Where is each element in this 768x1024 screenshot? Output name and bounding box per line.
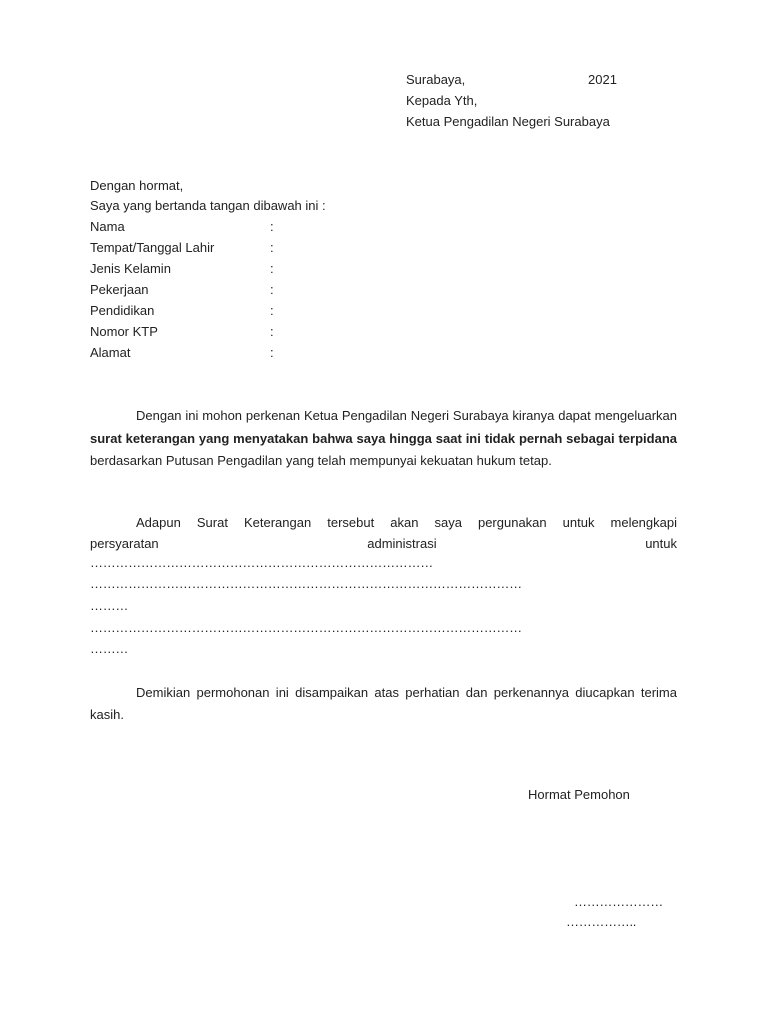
request-text-end: berdasarkan Putusan Pengadilan yang telah mempunyai kekuatan hukum tetap.	[90, 453, 552, 468]
greeting: Dengan hormat,	[90, 178, 184, 193]
request-text-bold: surat keterangan yang menyatakan bahwa saya hingga saat ini tidak pernah sebagai terpidana	[90, 430, 677, 446]
field-label: Pekerjaan	[90, 282, 149, 297]
intro-line: Saya yang bertanda tangan dibawah ini :	[90, 198, 326, 213]
dotted-line-1: ………………………………………………………………………	[90, 555, 433, 570]
request-text-start: Dengan ini mohon perkenan Ketua Pengadilan Negeri Surabaya kiranya dapat mengeluarkan	[136, 408, 677, 423]
field-label: Tempat/Tanggal Lahir	[90, 240, 215, 255]
signature-line-2: ……………..	[566, 914, 637, 929]
purpose-line-1: Adapun Surat Keterangan tersebut akan saya pergunakan untuk melengkapi	[136, 515, 677, 530]
field-label: Jenis Kelamin	[90, 261, 171, 276]
field-label: Alamat	[90, 345, 131, 360]
dotted-line-2-end: ………	[90, 598, 129, 613]
field-label: Nomor KTP	[90, 324, 158, 339]
header-city: Surabaya,	[406, 72, 466, 87]
field-colon: :	[270, 261, 274, 276]
closing-paragraph: Demikian permohonan ini disampaikan atas perhatian dan perkenannya diucapkan terima kasih.	[90, 685, 677, 722]
dotted-line-3-end: ………	[90, 641, 129, 656]
field-colon: :	[270, 345, 274, 360]
header-recipient: Ketua Pengadilan Negeri Surabaya	[406, 114, 610, 129]
header-to: Kepada Yth,	[406, 93, 478, 108]
signature-line-1: …………………	[574, 894, 663, 909]
purpose-line-2: persyaratan administrasi untuk	[90, 536, 677, 551]
request-paragraph	[90, 405, 677, 473]
dotted-line-2: …………………………………………………………………………………………	[90, 576, 522, 591]
field-colon: :	[270, 240, 274, 255]
field-colon: :	[270, 282, 274, 297]
field-colon: :	[270, 303, 274, 318]
field-label: Nama	[90, 219, 125, 234]
dotted-line-3: …………………………………………………………………………………………	[90, 620, 522, 635]
header-year: 2021	[588, 72, 617, 87]
field-colon: :	[270, 324, 274, 339]
field-colon: :	[270, 219, 274, 234]
field-label: Pendidikan	[90, 303, 155, 318]
regards-text: Hormat Pemohon	[528, 787, 630, 802]
